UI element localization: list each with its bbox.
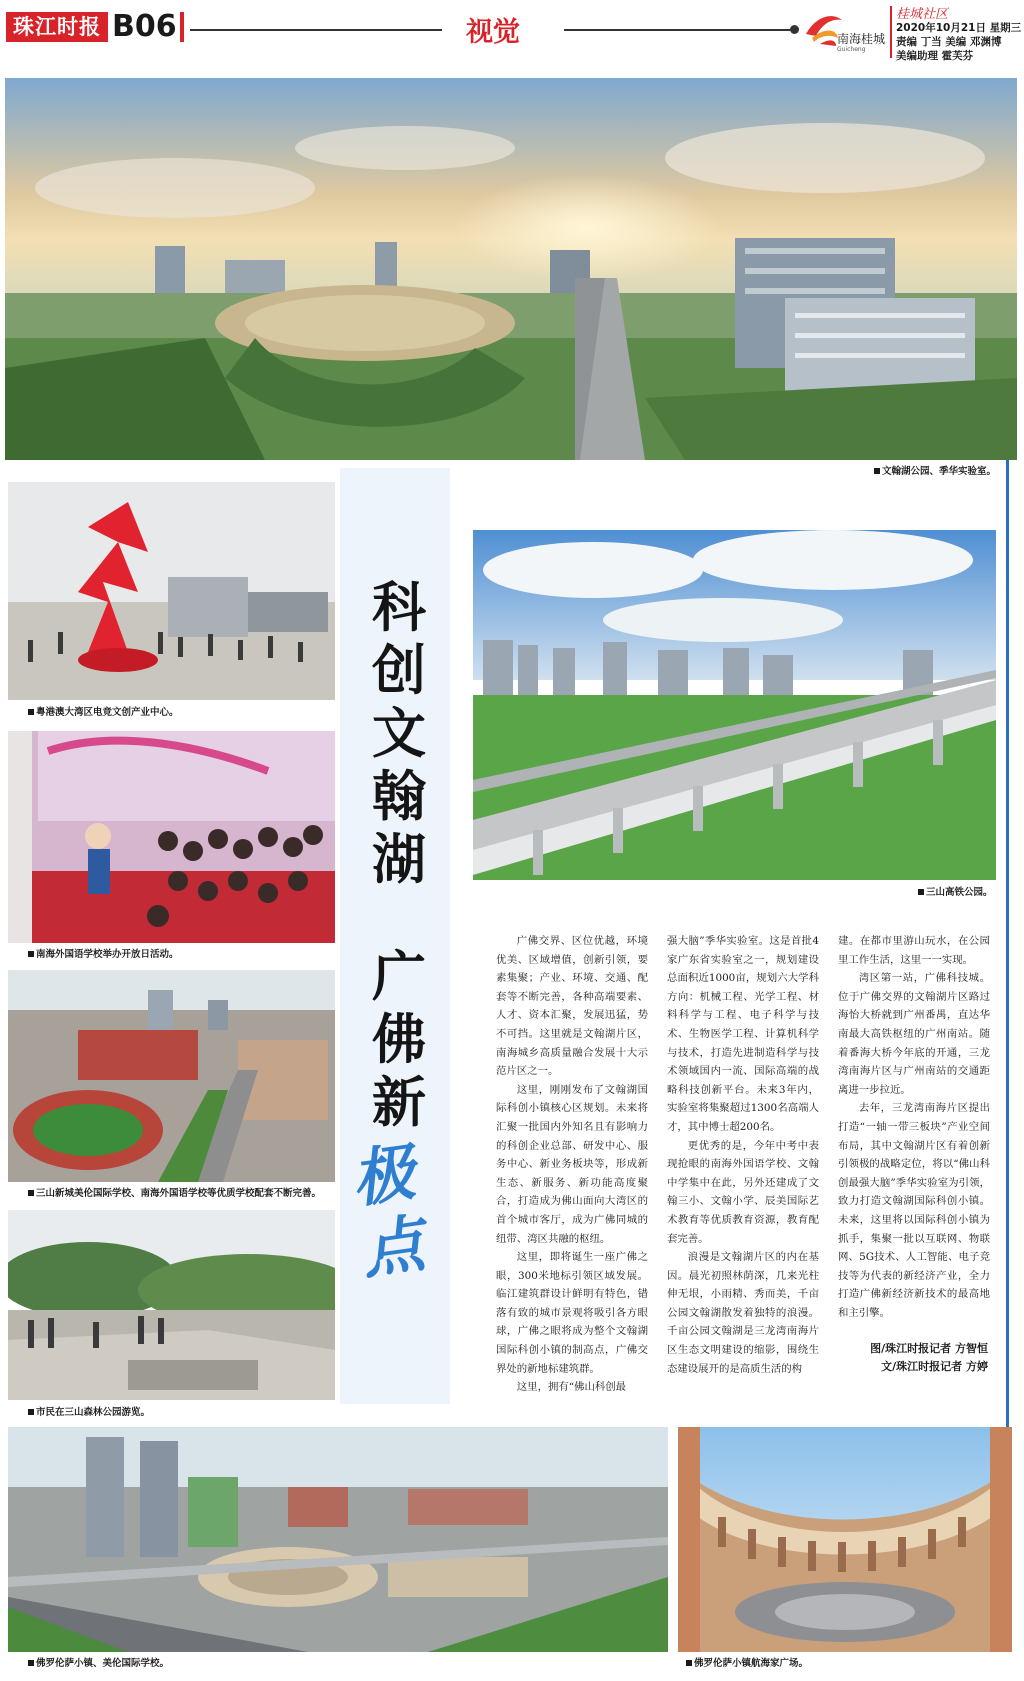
article-column-2	[667, 932, 819, 1378]
photo-sanshan-hsr-park	[473, 530, 996, 880]
partner-logo-text: 南海桂城	[837, 32, 886, 46]
caption-florence-town: 佛罗伦萨小镇、美伦国际学校。	[28, 1655, 169, 1669]
article-paragraph: 这里，刚刚发布了文翰湖国际科创小镇核心区规划。未来将汇聚一批国内外知名且有影响力的科创企业总部、研发中心、服务中心、新业务板块等，形成新生态、新服务、新功能高度聚合，打造成为佛山面向大湾区的首个城市客厅，成为广佛同城的纽带、湾区共融的枢纽。	[496, 1083, 648, 1245]
headline-part1: 科创文翰湖	[372, 575, 426, 891]
section-title: 视觉	[466, 17, 520, 48]
caption-hsr-park: 三山高铁公园。	[918, 884, 993, 898]
article-paragraph: 去年，三龙湾南海片区提出打造“一轴一带三板块”产业空间布局，其中文翰湖片区有着创新引领极的战略定位，将以“佛山科创最强大脑”季华实验室为引领，致力打造文翰湖国际科创小镇。未来，这里将以国际科创小镇为抓手，集聚一批以互联网、物联网、5G技术、人工智能、电子竞技等为代表的新经济产业，全力打造广佛新经济新技术的最高地和主引擎。	[838, 1102, 990, 1319]
caption-top-photo: 文翰湖公园、季华实验室。	[874, 463, 996, 477]
photo-wenhan-lake-panorama	[5, 78, 1017, 460]
assistant-editor-line: 美编助理 霍芙芬	[896, 50, 974, 62]
caption-esports-center: 粤港澳大湾区电竞文创产业中心。	[28, 704, 179, 718]
page-header	[0, 0, 1024, 68]
editor-line: 责编 丁当 美编 邓渊博	[896, 36, 1002, 48]
article-column-3	[838, 932, 990, 1322]
partner-logo-subtext: Guicheng	[837, 46, 866, 53]
header-dot	[790, 25, 799, 34]
header-rule-left	[190, 29, 442, 31]
article-paragraph: 湾区第一站，广佛科技城。位于广佛交界的文翰湖片区路过海怡大桥就到广州番禺，直达华南最大高铁枢纽的广州南站。随着番海大桥今年底的开通，三龙湾南海片区与广州南站的交通距离进一步拉近。	[838, 972, 990, 1096]
date-line: 2020年10月21日 星期三	[896, 22, 1022, 34]
text-byline: 文/珠江时报记者 方婷	[881, 1360, 988, 1373]
photo-byline: 图/珠江时报记者 方智恒	[870, 1342, 988, 1355]
article-paragraph: 强大脑”季华实验室。这是首批4家广东省实验室之一，规划建设总面积近1000亩，规划六大学科方向：机械工程、光学工程、材料科学与工程、电子科学与技术、生物医学工程、计算机科学与技术，打造先进制造科学与技术领域国内一流、国际高端的战略科技创新平台。未来3年内，实验室将集聚超过1300名高端人才，其中博士超200名。	[667, 935, 819, 1133]
article-paragraph: 这里，拥有“佛山科创最	[516, 1381, 627, 1394]
photo-sanshan-schools	[8, 970, 335, 1182]
header-divider	[890, 6, 892, 58]
caption-navigator-plaza: 佛罗伦萨小镇航海家广场。	[686, 1655, 808, 1669]
article-paragraph: 广佛交界、区位优越，环境优美、区域增值，创新引领，要素集聚；产业、环境、交通、配套等不断完善，各种高端要素、人才、资本汇聚，发展迅猛，势不可挡。这里就是文翰湖片区，南海城乡高质量融合发展十大示范片区之一。	[496, 935, 648, 1078]
article-column-1	[496, 932, 648, 1397]
article-paragraph: 更优秀的是，今年中考中表现抢眼的南海外国语学校、文翰中学集中在此，另外还建成了文翰三小、文翰小学、辰美国际艺术教育等优质教育资源，教育配套完善。	[667, 1139, 819, 1245]
photo-school-open-day	[8, 731, 335, 943]
column-name: 桂城社区	[896, 7, 949, 22]
article-paragraph: 这里，即将诞生一座广佛之眼，300米地标引领区域发展。临江建筑群设计鲜明有特色，错落有致的城市景观将吸引各方眼球，广佛之眼将成为整个文翰湖国际科创小镇的制高点，广佛交界处的新地标建筑群。	[496, 1251, 648, 1375]
photo-sanshan-forest-park	[8, 1210, 335, 1400]
article-paragraph: 建。在都市里游山玩水，在公园里工作生活，这里一一实现。	[838, 935, 990, 966]
article-paragraph: 浪漫是文翰湖片区的内在基因。晨光初照林荫深，几来光柱伸无垠，小雨精、秀而美，千亩公园文翰湖散发着独特的浪漫。千亩公园文翰湖是三龙湾南海片区生态文明建设的缩影，围绕生态建设展开的是高质生活的构	[667, 1251, 819, 1375]
photo-esports-center-sculpture	[8, 482, 335, 700]
headline-part3-script: 极点	[347, 1135, 429, 1288]
photo-navigator-plaza	[678, 1427, 1012, 1652]
header-rule-right	[564, 29, 794, 31]
header-accent-bar	[180, 12, 184, 42]
masthead-logo: 珠江时报	[6, 12, 108, 42]
caption-sanshan-schools: 三山新城美伦国际学校、南海外国语学校等优质学校配套不断完善。	[28, 1185, 321, 1199]
caption-school-open-day: 南海外国语学校举办开放日活动。	[28, 946, 179, 960]
page-number: B06	[112, 9, 177, 44]
photo-florence-town-aerial	[8, 1427, 668, 1652]
headline-part2: 广佛新	[372, 944, 426, 1134]
caption-forest-park: 市民在三山森林公园游览。	[28, 1404, 150, 1418]
